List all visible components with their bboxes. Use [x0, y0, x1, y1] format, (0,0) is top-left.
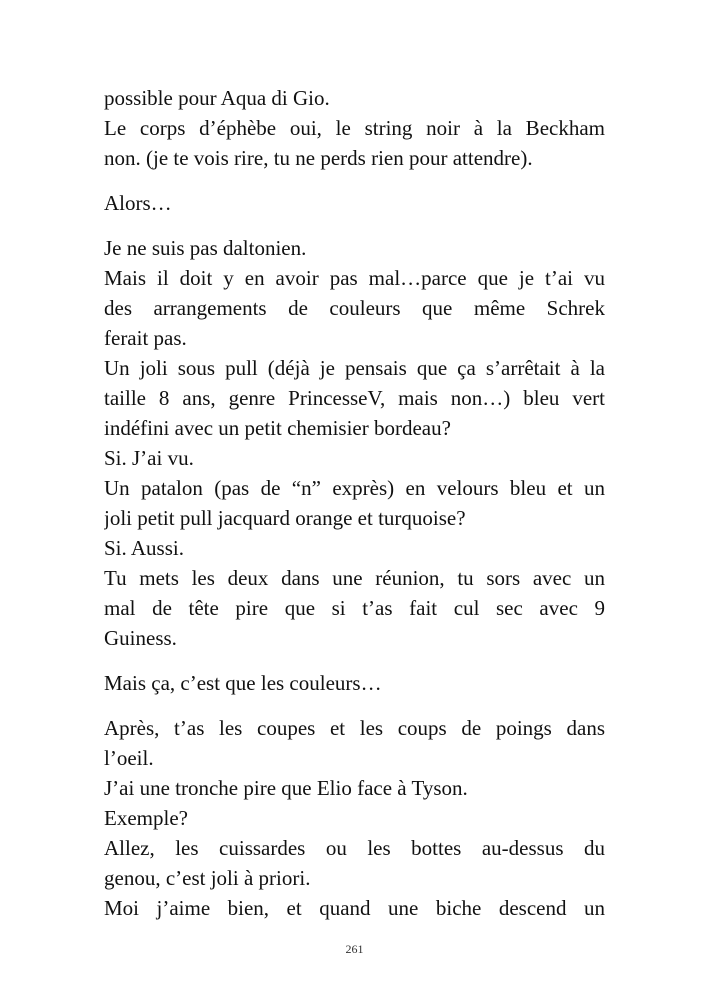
text-line: possible pour Aqua di Gio.: [104, 86, 330, 110]
text-line: Alors…: [104, 191, 172, 215]
text-line: taille 8 ans, genre PrincesseV, mais non…) bleu vert: [104, 386, 605, 410]
page-number: 261: [345, 942, 364, 956]
text-line: J’ai une tronche pire que Elio face à Tyson.: [104, 776, 468, 800]
text-line: l’oeil.: [104, 746, 154, 770]
text-line: ferait pas.: [104, 326, 187, 350]
text-line: Allez, les cuissardes ou les bottes au-dessus du: [104, 836, 605, 860]
text-line: Mais ça, c’est que les couleurs…: [104, 671, 382, 695]
text-line: Guiness.: [104, 626, 177, 650]
body-text: [104, 83, 605, 923]
text-line: non. (je te vois rire, tu ne perds rien pour attendre).: [104, 146, 533, 170]
paragraph: [104, 83, 605, 173]
paragraph: [104, 668, 605, 698]
text-line: Tu mets les deux dans une réunion, tu sors avec un: [104, 566, 605, 590]
text-line: indéfini avec un petit chemisier bordeau?: [104, 416, 451, 440]
text-line: Mais il doit y en avoir pas mal…parce que je t’ai vu: [104, 266, 605, 290]
paragraph-gap: [104, 653, 605, 668]
text-line: Un joli sous pull (déjà je pensais que ça s’arrêtait à la: [104, 356, 605, 380]
text-line: joli petit pull jacquard orange et turquoise?: [104, 506, 466, 530]
text-line: genou, c’est joli à priori.: [104, 866, 311, 890]
text-line: Si. Aussi.: [104, 536, 184, 560]
paragraph: [104, 713, 605, 923]
paragraph-gap: [104, 698, 605, 713]
text-line: Un patalon (pas de “n” exprès) en velours bleu et un: [104, 476, 605, 500]
paragraph-gap: [104, 218, 605, 233]
text-line: Si. J’ai vu.: [104, 446, 194, 470]
paragraph: [104, 233, 605, 653]
text-line: des arrangements de couleurs que même Schrek: [104, 296, 605, 320]
text-line: Exemple?: [104, 806, 188, 830]
text-line: mal de tête pire que si t’as fait cul sec avec 9: [104, 596, 605, 620]
paragraph-gap: [104, 173, 605, 188]
text-line: Je ne suis pas daltonien.: [104, 236, 307, 260]
paragraph: [104, 188, 605, 218]
text-line: Moi j’aime bien, et quand une biche descend un: [104, 896, 605, 920]
text-line: Après, t’as les coupes et les coups de poings dans: [104, 716, 605, 740]
text-line: Le corps d’éphèbe oui, le string noir à la Beckham: [104, 116, 605, 140]
